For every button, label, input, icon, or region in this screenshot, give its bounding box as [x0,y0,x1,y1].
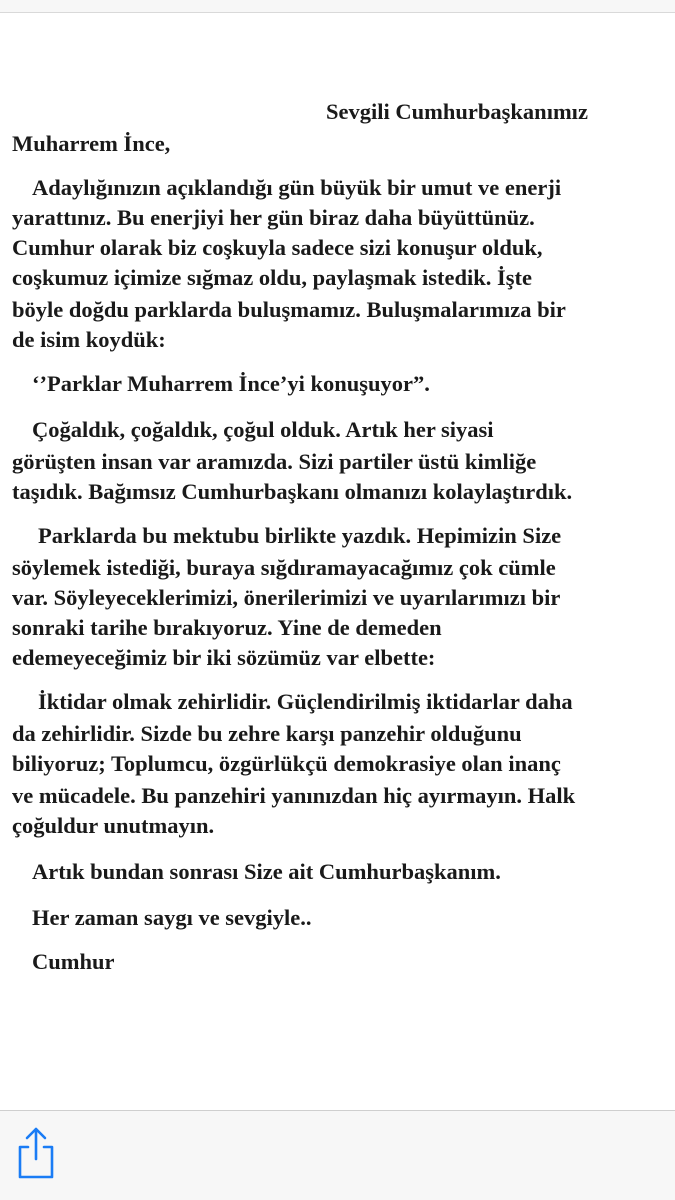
paragraph-2-line-1: Çoğaldık, çoğaldık, çoğul olduk. Artık her siyasi [32,417,494,442]
paragraph-4-line-5: çoğuldur unutmayın. [12,813,215,838]
paragraph-3-line-2: söylemek istediği, buraya sığdıramayacağımız çok cümle [12,555,556,580]
share-button[interactable] [14,1125,58,1181]
paragraph-3-line-4: sonraki tarihe bırakıyoruz. Yine de demeden [12,615,442,640]
paragraph-3-line-3: var. Söyleyeceklerimizi, önerilerimizi ve uyarılarımızı bir [12,585,561,610]
bottom-toolbar [0,1110,675,1200]
paragraph-4-line-4: ve mücadele. Bu panzehiri yanınızdan hiç ayırmayın. Halk [12,783,576,808]
paragraph-1-line-6: de isim koydük: [12,327,166,352]
signature: Cumhur [32,949,115,974]
paragraph-1-line-4: coşkumuz içimize sığmaz oldu, paylaşmak istedik. İşte [12,265,533,290]
paragraph-3-line-1: Parklarda bu mektubu birlikte yazdık. Hepimizin Size [38,523,562,548]
paragraph-1-line-3: Cumhur olarak biz coşkuyla sadece sizi konuşur olduk, [12,235,543,260]
paragraph-2-line-2: görüşten insan var aramızda. Sizi partiler üstü kimliğe [12,449,537,474]
paragraph-2-line-3: taşıdık. Bağımsız Cumhurbaşkanı olmanızı kolaylaştırdık. [12,479,573,504]
paragraph-5-line: Artık bundan sonrası Size ait Cumhurbaşkanım. [32,859,501,884]
paragraph-3-line-5: edemeyeceğimiz bir iki sözümüz var elbette: [12,645,436,670]
quote-line: ‘’Parklar Muharrem İnce’yi konuşuyor”. [32,371,430,396]
paragraph-4-line-3: biliyoruz; Toplumcu, özgürlükçü demokrasiye olan inanç [12,751,561,776]
share-icon [14,1125,58,1181]
paragraph-4-line-1: İktidar olmak zehirlidir. Güçlendirilmiş iktidarlar daha [38,689,573,714]
closing-line: Her zaman saygı ve sevgiyle.. [32,905,312,930]
paragraph-1-line-2: yarattınız. Bu enerjiyi her gün biraz daha büyüttünüz. [12,205,535,230]
salutation-line-2: Muharrem İnce, [12,131,171,156]
paragraph-4-line-2: da zehirlidir. Sizde bu zehre karşı panzehir olduğunu [12,721,522,746]
paragraph-1-line-1: Adaylığınızın açıklandığı gün büyük bir umut ve enerji [32,175,562,200]
paragraph-1-line-5: böyle doğdu parklarda buluşmamız. Buluşmalarımıza bir [12,297,566,322]
salutation-line-1: Sevgili Cumhurbaşkanımız [326,99,588,124]
